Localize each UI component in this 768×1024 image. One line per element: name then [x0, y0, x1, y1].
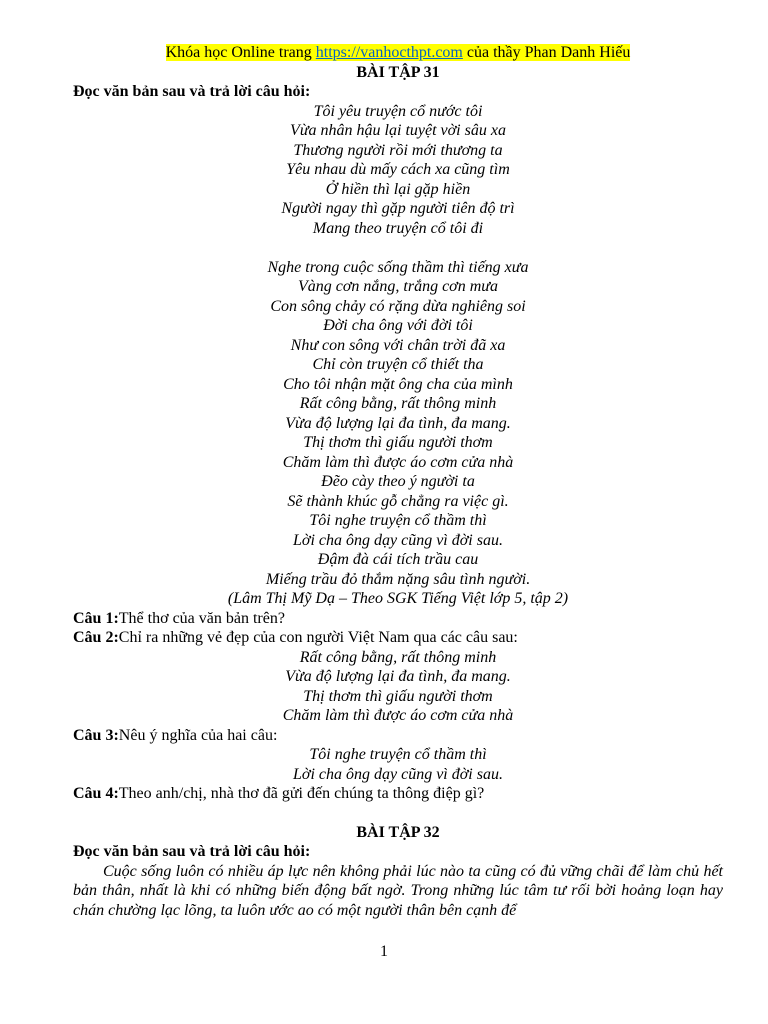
website-link[interactable]: https://vanhocthpt.com: [315, 44, 463, 61]
poem-stanza-2: [73, 258, 723, 609]
poem-line: Lời cha ông dạy cũng vì đời sau.: [293, 531, 503, 549]
poem-line: Chăm làm thì được áo cơm cửa nhà: [282, 453, 514, 471]
poem-line: Lời cha ông dạy cũng vì đời sau.: [293, 765, 503, 783]
poem-line: Như con sông với chân trời đã xa: [290, 336, 506, 354]
poem-line: Nghe trong cuộc sống thầm thì tiếng xưa: [267, 258, 529, 276]
poem-line: Đậm đà cái tích trầu cau: [317, 551, 479, 568]
exercise-32-instruction: Đọc văn bản sau và trả lời câu hỏi:: [73, 843, 311, 860]
course-header: [73, 43, 723, 63]
question-3: [73, 726, 723, 746]
document-page: [73, 43, 723, 920]
poem-line: Yêu nhau dù mấy cách xa cũng tìm: [286, 161, 510, 178]
poem-line: Chỉ còn truyện cổ thiết tha: [312, 356, 484, 373]
poem-line: Sẽ thành khúc gỗ chẳng ra việc gì.: [287, 492, 509, 510]
poem-line: Đời cha ông với đời tôi: [323, 317, 473, 334]
poem-line: Vừa độ lượng lại đa tình, đa mang.: [285, 414, 511, 432]
header-highlight: [166, 44, 631, 61]
exercise-32-title: BÀI TẬP 32: [356, 823, 440, 841]
poem-line: Mang theo truyện cổ tôi đi: [312, 219, 484, 237]
question-4: [73, 784, 723, 804]
poem-line: Ở hiền thì lại gặp hiền: [325, 180, 471, 198]
poem-citation: (Lâm Thị Mỹ Dạ – Theo SGK Tiếng Việt lớp 5, tập 2): [227, 590, 569, 607]
poem-line: Thị thơm thì giấu người thơm: [303, 434, 493, 451]
header-suffix: của thầy Phan Danh Hiếu: [462, 44, 631, 61]
poem-line: Vừa nhân hậu lại tuyệt vời sâu xa: [290, 122, 506, 139]
poem-line: Tôi nghe truyện cổ thầm thì: [309, 512, 487, 529]
question-text: Theo anh/chị, nhà thơ đã gửi đến chúng ta thông điệp gì?: [118, 785, 485, 802]
question-1: [73, 609, 723, 629]
poem-line: Thương người rồi mới thương ta: [293, 141, 503, 159]
section-gap: [73, 804, 723, 823]
question-label: Câu 1:: [73, 609, 119, 627]
poem-line: Con sông chảy có rặng dừa nghiêng soi: [270, 297, 526, 315]
poem-line: Miếng trầu đỏ thắm nặng sâu tình người.: [265, 570, 531, 588]
question-text: Chỉ ra những vẻ đẹp của con người Việt Nam qua các câu sau:: [118, 629, 518, 646]
header-prefix: Khóa học Online trang: [165, 44, 316, 61]
exercise-31-title: BÀI TẬP 31: [356, 63, 440, 81]
question-text: Thể thơ của văn bản trên?: [118, 609, 285, 627]
question-label: Câu 3:: [73, 726, 119, 744]
poem-line: Đẽo cày theo ý người ta: [321, 473, 475, 490]
question-text: Nêu ý nghĩa của hai câu:: [118, 726, 278, 744]
poem-stanza-1: [73, 102, 723, 239]
poem-line: Rất công bằng, rất thông minh: [299, 395, 497, 412]
stanza-gap: [73, 238, 723, 258]
poem-line: Cho tôi nhận mặt ông cha của mình: [283, 375, 513, 393]
poem-line: Tôi yêu truyện cổ nước tôi: [313, 102, 483, 120]
poem-line: Vàng cơn nắng, trắng cơn mưa: [297, 278, 498, 295]
question-2: [73, 628, 723, 648]
question-label: Câu 2:: [73, 629, 119, 646]
poem-line: Rất công bằng, rất thông minh: [299, 648, 497, 666]
poem-line: Chăm làm thì được áo cơm cửa nhà: [282, 707, 514, 724]
poem-line: Thị thơm thì giấu người thơm: [303, 687, 493, 705]
question-3-quote: [73, 745, 723, 784]
question-label: Câu 4:: [73, 785, 119, 802]
poem-line: Tôi nghe truyện cổ thầm thì: [309, 746, 487, 763]
question-2-quote: [73, 648, 723, 726]
page-number: 1: [380, 943, 388, 960]
poem-line: Vừa độ lượng lại đa tình, đa mang.: [285, 668, 511, 685]
exercise-31-instruction: Đọc văn bản sau và trả lời câu hỏi:: [73, 83, 311, 100]
poem-line: Người ngay thì gặp người tiên độ trì: [281, 200, 515, 217]
exercise-32-paragraph: Cuộc sống luôn có nhiều áp lực nên không phải lúc nào ta cũng có đủ vững chãi để làm chủ hết bản thân, nhất là khi có những biến động bất ngờ. Trong những lúc tâm tư rối bời hoảng loạn hay chán chường lạc lõng, ta luôn ước ao có một người thân bên cạnh để: [73, 862, 723, 919]
